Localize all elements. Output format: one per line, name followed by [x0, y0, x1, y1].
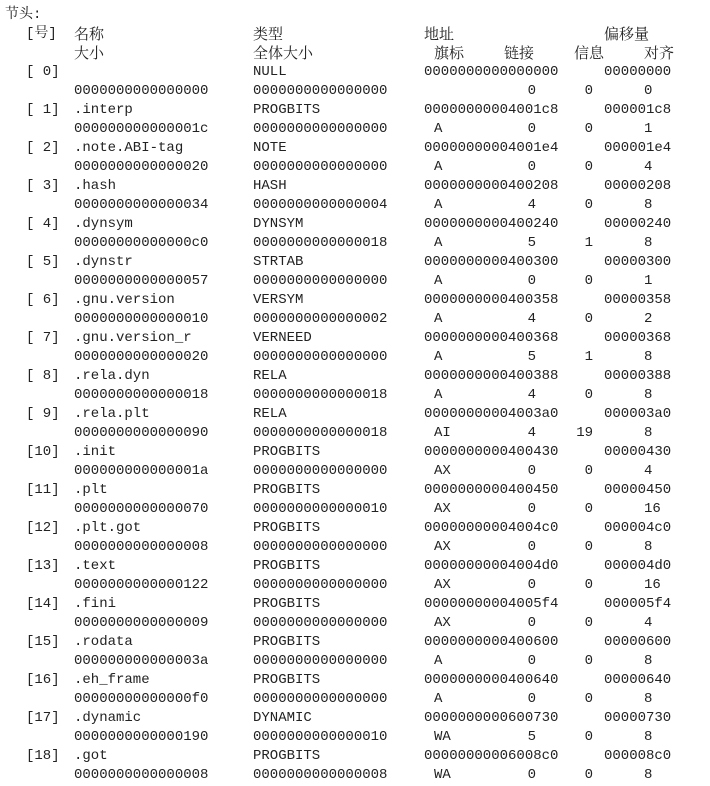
section-row-detail — [0, 728, 710, 747]
section-row — [0, 329, 710, 348]
header-index: [号] — [26, 26, 57, 42]
section-info: 0 — [584, 539, 593, 555]
section-offset: 00000730 — [604, 710, 672, 726]
section-align: 8 — [644, 539, 653, 555]
section-align: 2 — [644, 311, 653, 327]
section-align: 8 — [644, 729, 653, 745]
section-row-detail — [0, 766, 710, 785]
section-row — [0, 481, 710, 500]
section-align: 8 — [644, 197, 653, 213]
section-size: 0000000000000090 — [74, 425, 209, 441]
section-entsize: 0000000000000010 — [253, 729, 388, 745]
section-type: PROGBITS — [253, 596, 321, 612]
section-entsize: 0000000000000000 — [253, 273, 388, 289]
section-align: 1 — [644, 273, 653, 289]
section-row — [0, 253, 710, 272]
section-name: .init — [74, 444, 117, 460]
section-name: .gnu.version — [74, 292, 175, 308]
section-size: 0000000000000057 — [74, 273, 209, 289]
section-size: 000000000000001c — [74, 121, 209, 137]
section-link: 0 — [527, 767, 536, 783]
section-entsize: 0000000000000000 — [253, 577, 388, 593]
section-address: 0000000000600730 — [424, 710, 559, 726]
section-link: 5 — [527, 349, 536, 365]
section-index: [ 1] — [26, 102, 60, 118]
section-address: 00000000004001e4 — [424, 140, 559, 156]
section-flags: WA — [434, 729, 451, 745]
section-row-detail — [0, 234, 710, 253]
section-type: PROGBITS — [253, 482, 321, 498]
section-flags: A — [434, 691, 443, 707]
section-size: 0000000000000122 — [74, 577, 209, 593]
section-offset: 00000600 — [604, 634, 672, 650]
section-offset: 00000640 — [604, 672, 672, 688]
section-entsize: 0000000000000000 — [253, 83, 388, 99]
section-flags: AX — [434, 501, 451, 517]
section-size: 0000000000000000 — [74, 83, 209, 99]
section-flags: A — [434, 121, 443, 137]
section-entsize: 0000000000000000 — [253, 615, 388, 631]
section-link: 0 — [527, 463, 536, 479]
section-name: .note.ABI-tag — [74, 140, 184, 156]
section-address: 0000000000400450 — [424, 482, 559, 498]
section-offset: 00000358 — [604, 292, 672, 308]
header-name: 名称 — [74, 25, 105, 43]
section-index: [ 8] — [26, 368, 60, 384]
section-flags: WA — [434, 767, 451, 783]
section-size: 0000000000000190 — [74, 729, 209, 745]
section-row-detail — [0, 576, 710, 595]
section-row-detail — [0, 82, 710, 101]
section-type: PROGBITS — [253, 444, 321, 460]
section-row — [0, 443, 710, 462]
section-address: 0000000000400388 — [424, 368, 559, 384]
section-index: [17] — [26, 710, 60, 726]
section-info: 0 — [584, 615, 593, 631]
section-address: 00000000006008c0 — [424, 748, 559, 764]
section-flags: A — [434, 273, 443, 289]
section-index: [ 5] — [26, 254, 60, 270]
section-name: .dynamic — [74, 710, 142, 726]
section-address: 0000000000400368 — [424, 330, 559, 346]
section-type: DYNAMIC — [253, 710, 312, 726]
header-offset: 偏移量 — [604, 25, 650, 43]
section-flags: A — [434, 349, 443, 365]
section-offset: 00000208 — [604, 178, 672, 194]
section-info: 0 — [584, 197, 593, 213]
section-name: .rela.plt — [74, 406, 150, 422]
section-size: 0000000000000020 — [74, 159, 209, 175]
section-type: PROGBITS — [253, 102, 321, 118]
header-link: 链接 — [504, 44, 535, 62]
section-info: 0 — [584, 311, 593, 327]
section-align: 1 — [644, 121, 653, 137]
section-size: 0000000000000009 — [74, 615, 209, 631]
section-type: STRTAB — [253, 254, 304, 270]
section-address: 00000000004005f4 — [424, 596, 559, 612]
section-type: VERNEED — [253, 330, 312, 346]
section-flags: AX — [434, 615, 451, 631]
section-type: DYNSYM — [253, 216, 304, 232]
section-align: 8 — [644, 767, 653, 783]
section-size: 0000000000000020 — [74, 349, 209, 365]
section-info: 19 — [576, 425, 593, 441]
header-flags: 旗标 — [434, 44, 465, 62]
section-name: .rela.dyn — [74, 368, 150, 384]
section-flags: A — [434, 159, 443, 175]
section-row — [0, 101, 710, 120]
section-row-detail — [0, 196, 710, 215]
section-row-detail — [0, 310, 710, 329]
section-entsize: 0000000000000000 — [253, 349, 388, 365]
section-info: 0 — [584, 121, 593, 137]
section-address: 0000000000400240 — [424, 216, 559, 232]
section-link: 0 — [527, 577, 536, 593]
section-row — [0, 709, 710, 728]
section-offset: 00000240 — [604, 216, 672, 232]
section-link: 5 — [527, 235, 536, 251]
section-entsize: 0000000000000018 — [253, 387, 388, 403]
section-entsize: 0000000000000000 — [253, 691, 388, 707]
section-row-detail — [0, 462, 710, 481]
section-row — [0, 671, 710, 690]
section-flags: A — [434, 653, 443, 669]
section-address: 0000000000000000 — [424, 64, 559, 80]
section-offset: 000003a0 — [604, 406, 672, 422]
section-type: NULL — [253, 64, 287, 80]
section-row-detail — [0, 424, 710, 443]
section-address: 0000000000400300 — [424, 254, 559, 270]
section-entsize: 0000000000000018 — [253, 425, 388, 441]
section-info: 0 — [584, 767, 593, 783]
section-entsize: 0000000000000000 — [253, 463, 388, 479]
section-row-detail — [0, 158, 710, 177]
section-offset: 000001c8 — [604, 102, 672, 118]
section-link: 0 — [527, 539, 536, 555]
section-type: PROGBITS — [253, 748, 321, 764]
section-headers-title: 节头: — [5, 7, 42, 23]
section-address: 00000000004003a0 — [424, 406, 559, 422]
section-index: [ 7] — [26, 330, 60, 346]
section-info: 0 — [584, 691, 593, 707]
section-row — [0, 557, 710, 576]
section-address: 00000000004004c0 — [424, 520, 559, 536]
header-align: 对齐 — [644, 44, 675, 62]
section-index: [16] — [26, 672, 60, 688]
section-name: .hash — [74, 178, 117, 194]
section-align: 8 — [644, 691, 653, 707]
section-name: .gnu.version_r — [74, 330, 192, 346]
section-flags: A — [434, 387, 443, 403]
section-offset: 000005f4 — [604, 596, 672, 612]
section-flags: A — [434, 311, 443, 327]
section-flags: A — [434, 197, 443, 213]
section-link: 0 — [527, 501, 536, 517]
section-size: 00000000000000f0 — [74, 691, 209, 707]
section-index: [15] — [26, 634, 60, 650]
section-info: 0 — [584, 577, 593, 593]
section-align: 8 — [644, 387, 653, 403]
section-entsize: 0000000000000004 — [253, 197, 388, 213]
section-info: 0 — [584, 159, 593, 175]
section-flags: A — [434, 235, 443, 251]
section-row — [0, 177, 710, 196]
header-info: 信息 — [574, 44, 605, 62]
section-info: 0 — [584, 729, 593, 745]
section-offset: 000004d0 — [604, 558, 672, 574]
section-offset: 00000300 — [604, 254, 672, 270]
section-entsize: 0000000000000010 — [253, 501, 388, 517]
section-info: 0 — [584, 653, 593, 669]
section-type: RELA — [253, 368, 287, 384]
section-offset: 000004c0 — [604, 520, 672, 536]
section-link: 4 — [527, 197, 536, 213]
section-row-detail — [0, 652, 710, 671]
section-row — [0, 291, 710, 310]
section-size: 000000000000001a — [74, 463, 209, 479]
section-offset: 00000000 — [604, 64, 672, 80]
section-row — [0, 595, 710, 614]
header-address: 地址 — [424, 25, 455, 43]
section-address: 0000000000400600 — [424, 634, 559, 650]
section-link: 0 — [527, 615, 536, 631]
section-name: .dynstr — [74, 254, 133, 270]
section-flags: AX — [434, 577, 451, 593]
section-row-detail — [0, 386, 710, 405]
section-name: .plt.got — [74, 520, 142, 536]
section-type: RELA — [253, 406, 287, 422]
header-entsize: 全体大小 — [253, 44, 314, 62]
section-size: 000000000000003a — [74, 653, 209, 669]
section-link: 4 — [527, 387, 536, 403]
section-name: .text — [74, 558, 117, 574]
section-size: 0000000000000008 — [74, 539, 209, 555]
section-info: 1 — [584, 349, 593, 365]
section-entsize: 0000000000000000 — [253, 653, 388, 669]
section-info: 0 — [584, 83, 593, 99]
section-align: 4 — [644, 615, 653, 631]
section-type: HASH — [253, 178, 287, 194]
section-size: 0000000000000008 — [74, 767, 209, 783]
section-entsize: 0000000000000000 — [253, 121, 388, 137]
section-size: 00000000000000c0 — [74, 235, 209, 251]
column-header-row-2 — [0, 44, 710, 63]
section-type: PROGBITS — [253, 672, 321, 688]
section-row-detail — [0, 538, 710, 557]
section-offset: 000008c0 — [604, 748, 672, 764]
section-entsize: 0000000000000000 — [253, 159, 388, 175]
section-name: .interp — [74, 102, 133, 118]
section-align: 4 — [644, 463, 653, 479]
section-size: 0000000000000070 — [74, 501, 209, 517]
section-offset: 000001e4 — [604, 140, 672, 156]
section-index: [14] — [26, 596, 60, 612]
section-offset: 00000430 — [604, 444, 672, 460]
section-offset: 00000388 — [604, 368, 672, 384]
section-name: .fini — [74, 596, 117, 612]
section-index: [ 6] — [26, 292, 60, 308]
section-info: 1 — [584, 235, 593, 251]
section-entsize: 0000000000000000 — [253, 539, 388, 555]
section-align: 16 — [644, 501, 661, 517]
section-row-detail — [0, 348, 710, 367]
section-index: [13] — [26, 558, 60, 574]
section-index: [18] — [26, 748, 60, 764]
section-align: 16 — [644, 577, 661, 593]
section-row — [0, 215, 710, 234]
section-row — [0, 747, 710, 766]
section-size: 0000000000000034 — [74, 197, 209, 213]
section-name: .rodata — [74, 634, 133, 650]
section-align: 8 — [644, 349, 653, 365]
section-index: [ 4] — [26, 216, 60, 232]
section-info: 0 — [584, 273, 593, 289]
section-type: VERSYM — [253, 292, 304, 308]
section-link: 0 — [527, 691, 536, 707]
section-align: 8 — [644, 653, 653, 669]
section-index: [12] — [26, 520, 60, 536]
section-link: 0 — [527, 273, 536, 289]
section-index: [ 9] — [26, 406, 60, 422]
section-address: 00000000004001c8 — [424, 102, 559, 118]
section-address: 0000000000400640 — [424, 672, 559, 688]
section-name: .eh_frame — [74, 672, 150, 688]
section-align: 4 — [644, 159, 653, 175]
section-link: 5 — [527, 729, 536, 745]
section-row-detail — [0, 500, 710, 519]
section-align: 8 — [644, 425, 653, 441]
section-info: 0 — [584, 387, 593, 403]
section-link: 4 — [527, 311, 536, 327]
section-flags: AI — [434, 425, 451, 441]
section-address: 0000000000400358 — [424, 292, 559, 308]
header-type: 类型 — [253, 25, 284, 43]
section-align: 0 — [644, 83, 653, 99]
section-align: 8 — [644, 235, 653, 251]
section-entsize: 0000000000000002 — [253, 311, 388, 327]
section-entsize: 0000000000000008 — [253, 767, 388, 783]
section-row — [0, 367, 710, 386]
header-size: 大小 — [74, 44, 105, 62]
section-address: 00000000004004d0 — [424, 558, 559, 574]
section-link: 0 — [527, 653, 536, 669]
section-flags: AX — [434, 463, 451, 479]
section-info: 0 — [584, 463, 593, 479]
section-row — [0, 63, 710, 82]
section-type: PROGBITS — [253, 634, 321, 650]
section-row-detail — [0, 272, 710, 291]
section-name: .got — [74, 748, 108, 764]
section-info: 0 — [584, 501, 593, 517]
section-index: [10] — [26, 444, 60, 460]
section-name: .dynsym — [74, 216, 133, 232]
section-size: 0000000000000010 — [74, 311, 209, 327]
column-header-row-1 — [0, 25, 710, 44]
section-row-detail — [0, 614, 710, 633]
section-address: 0000000000400430 — [424, 444, 559, 460]
section-link: 0 — [527, 83, 536, 99]
section-link: 0 — [527, 159, 536, 175]
section-index: [11] — [26, 482, 60, 498]
section-type: PROGBITS — [253, 520, 321, 536]
section-size: 0000000000000018 — [74, 387, 209, 403]
section-flags: AX — [434, 539, 451, 555]
section-link: 0 — [527, 121, 536, 137]
section-row-detail — [0, 690, 710, 709]
section-row — [0, 139, 710, 158]
section-row — [0, 633, 710, 652]
section-type: NOTE — [253, 140, 287, 156]
section-offset: 00000450 — [604, 482, 672, 498]
section-row — [0, 519, 710, 538]
section-address: 0000000000400208 — [424, 178, 559, 194]
section-index: [ 2] — [26, 140, 60, 156]
section-entsize: 0000000000000018 — [253, 235, 388, 251]
section-row — [0, 405, 710, 424]
section-row-detail — [0, 120, 710, 139]
section-offset: 00000368 — [604, 330, 672, 346]
section-index: [ 0] — [26, 64, 60, 80]
section-index: [ 3] — [26, 178, 60, 194]
section-link: 4 — [527, 425, 536, 441]
section-type: PROGBITS — [253, 558, 321, 574]
section-name: .plt — [74, 482, 108, 498]
